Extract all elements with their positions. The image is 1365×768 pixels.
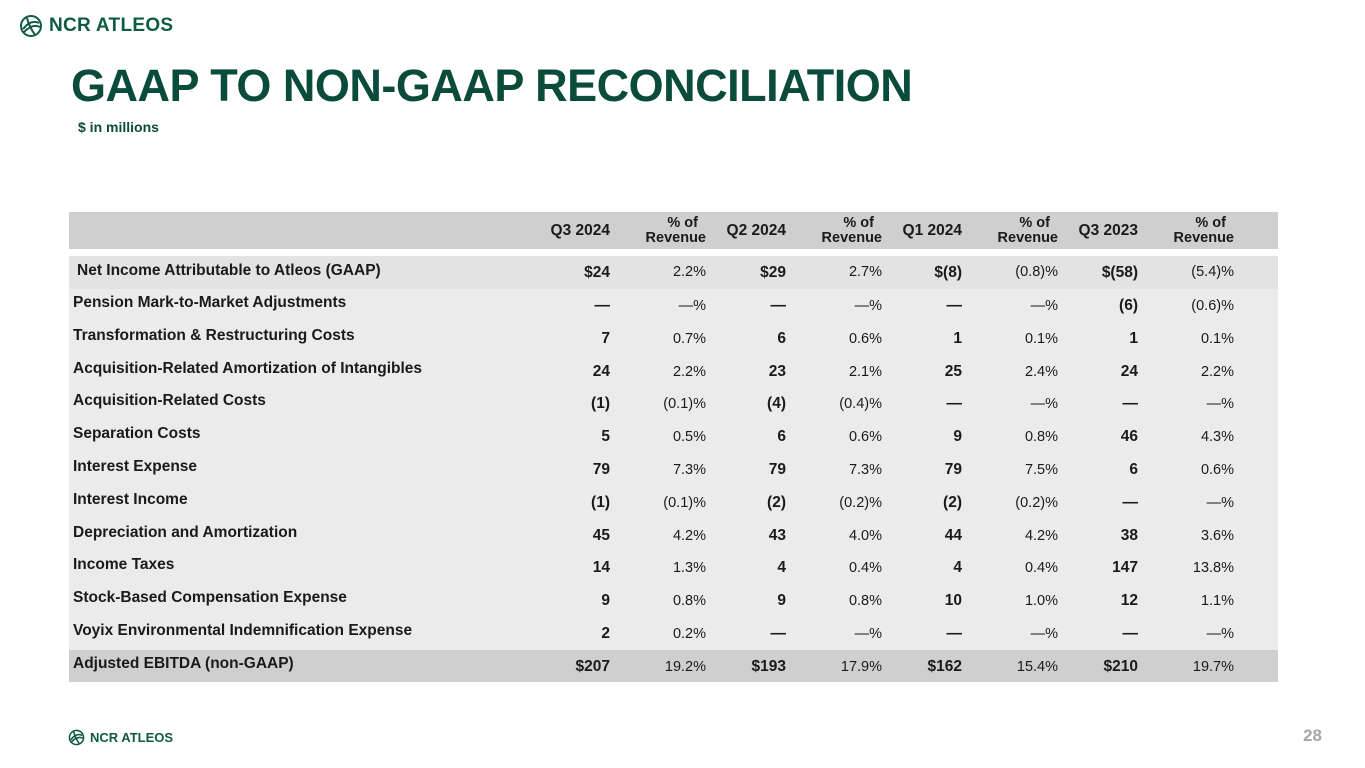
table-row xyxy=(69,486,1278,519)
header-pct-revenue: % of Revenue xyxy=(645,214,706,246)
row-label: Income Taxes xyxy=(73,556,175,574)
value-cell: — xyxy=(1122,395,1138,413)
value-cell: 12 xyxy=(1120,592,1138,610)
value-cell: $193 xyxy=(751,657,786,675)
value-cell: 4 xyxy=(953,559,962,577)
percent-cell: 0.4% xyxy=(848,560,882,577)
percent-cell: 13.8% xyxy=(1192,560,1234,577)
percent-cell: —% xyxy=(854,298,882,314)
table-row xyxy=(69,519,1278,552)
table-body xyxy=(69,256,1278,682)
value-cell: 1 xyxy=(953,329,962,347)
value-cell: (1) xyxy=(591,493,610,511)
value-cell: 9 xyxy=(777,592,786,610)
value-cell: 23 xyxy=(768,362,786,380)
percent-cell: 19.7% xyxy=(1192,658,1234,675)
percent-cell: 0.8% xyxy=(1024,429,1058,446)
row-label: Acquisition-Related Amortization of Intangibles xyxy=(73,359,423,377)
value-cell: 46 xyxy=(1120,428,1138,446)
value-cell: 9 xyxy=(601,592,610,610)
value-cell: $162 xyxy=(927,657,962,675)
percent-cell: —% xyxy=(1030,625,1058,642)
percent-cell: 0.5% xyxy=(672,429,706,446)
percent-cell: —% xyxy=(1030,396,1058,413)
value-cell: 79 xyxy=(592,460,610,478)
value-cell: $24 xyxy=(584,264,610,281)
value-cell: 45 xyxy=(592,526,610,544)
row-label: Transformation & Restructuring Costs xyxy=(73,326,355,344)
value-cell: $210 xyxy=(1103,657,1138,675)
percent-cell: 2.7% xyxy=(848,264,882,280)
page-title: GAAP TO NON-GAAP RECONCILIATION xyxy=(71,60,913,111)
percent-cell: —% xyxy=(1206,396,1234,413)
value-cell: (2) xyxy=(943,493,962,511)
value-cell: 147 xyxy=(1112,559,1138,577)
row-label: Acquisition-Related Costs xyxy=(73,392,266,410)
table-row xyxy=(69,387,1278,420)
value-cell: 7 xyxy=(601,329,610,347)
value-cell: $(58) xyxy=(1101,264,1138,281)
table-row xyxy=(69,322,1278,355)
table-row xyxy=(69,355,1278,388)
percent-cell: (0.1)% xyxy=(663,396,706,413)
table-row xyxy=(69,617,1278,650)
brand-logo xyxy=(19,14,173,38)
percent-cell: 7.3% xyxy=(672,461,706,478)
row-label: Separation Costs xyxy=(73,425,201,443)
header-q3-2023: Q3 2023 xyxy=(1078,221,1138,239)
value-cell: 24 xyxy=(592,362,610,380)
value-cell: 44 xyxy=(944,526,962,544)
header-q2-2024: Q2 2024 xyxy=(726,221,786,239)
header-pct-revenue: % of Revenue xyxy=(821,214,882,246)
percent-cell: 2.2% xyxy=(672,363,706,380)
percent-cell: 1.0% xyxy=(1024,593,1058,610)
percent-cell: —% xyxy=(1206,625,1234,642)
value-cell: 24 xyxy=(1120,362,1138,380)
percent-cell: (0.6)% xyxy=(1191,298,1234,314)
row-label: Pension Mark-to-Market Adjustments xyxy=(73,294,347,311)
percent-cell: 19.2% xyxy=(664,658,706,675)
header-q3-2024: Q3 2024 xyxy=(550,221,610,239)
footer-logo xyxy=(68,729,173,746)
percent-cell: 4.0% xyxy=(848,527,882,544)
percent-cell: 0.8% xyxy=(848,593,882,610)
header-pct-revenue: % of Revenue xyxy=(997,214,1058,246)
percent-cell: 3.6% xyxy=(1200,527,1234,544)
percent-cell: 4.2% xyxy=(672,527,706,544)
value-cell: 2 xyxy=(601,624,610,642)
table-row xyxy=(69,551,1278,584)
row-label: Depreciation and Amortization xyxy=(73,523,298,541)
percent-cell: 2.1% xyxy=(848,363,882,380)
value-cell: $29 xyxy=(760,264,786,281)
percent-cell: 0.1% xyxy=(1200,330,1234,347)
percent-cell: 0.4% xyxy=(1024,560,1058,577)
percent-cell: (5.4)% xyxy=(1191,264,1234,280)
value-cell: 43 xyxy=(768,526,786,544)
value-cell: — xyxy=(946,297,962,314)
percent-cell: 2.2% xyxy=(1200,363,1234,380)
value-cell: 79 xyxy=(768,460,786,478)
percent-cell: (0.8)% xyxy=(1015,264,1058,280)
page-subtitle: $ in millions xyxy=(78,119,159,135)
percent-cell: 4.3% xyxy=(1200,429,1234,446)
value-cell: (1) xyxy=(591,395,610,413)
table-row xyxy=(69,453,1278,486)
row-label: Interest Expense xyxy=(73,457,198,475)
value-cell: 14 xyxy=(592,559,610,577)
value-cell: — xyxy=(594,297,610,314)
percent-cell: (0.2)% xyxy=(1015,494,1058,511)
value-cell: 6 xyxy=(777,428,786,446)
percent-cell: 17.9% xyxy=(840,658,882,675)
percent-cell: (0.4)% xyxy=(839,396,882,413)
globe-icon xyxy=(19,14,43,38)
percent-cell: (0.1)% xyxy=(663,494,706,511)
value-cell: 6 xyxy=(1129,460,1138,478)
percent-cell: 0.7% xyxy=(672,330,706,347)
percent-cell: —% xyxy=(1030,298,1058,314)
percent-cell: 0.1% xyxy=(1024,330,1058,347)
value-cell: — xyxy=(946,624,962,642)
percent-cell: 2.4% xyxy=(1024,363,1058,380)
value-cell: — xyxy=(1122,493,1138,511)
value-cell: 6 xyxy=(777,329,786,347)
value-cell: — xyxy=(770,624,786,642)
footer-brand-name: NCR ATLEOS xyxy=(90,730,174,745)
table-header xyxy=(69,212,1278,249)
value-cell: — xyxy=(1122,624,1138,642)
percent-cell: 7.5% xyxy=(1024,461,1058,478)
value-cell: 1 xyxy=(1129,329,1138,347)
percent-cell: 0.6% xyxy=(1200,461,1234,478)
table-row xyxy=(69,289,1278,322)
percent-cell: —% xyxy=(854,625,882,642)
percent-cell: 4.2% xyxy=(1024,527,1058,544)
row-label: Adjusted EBITDA (non-GAAP) xyxy=(73,654,294,672)
header-pct-revenue: % of Revenue xyxy=(1173,214,1234,246)
value-cell: 38 xyxy=(1120,526,1138,544)
header-q1-2024: Q1 2024 xyxy=(902,221,962,239)
table-row xyxy=(69,420,1278,453)
row-label: Net Income Attributable to Atleos (GAAP) xyxy=(77,262,381,279)
value-cell: $207 xyxy=(575,657,610,675)
value-cell: $(8) xyxy=(934,264,962,281)
row-label: Voyix Environmental Indemnification Expense xyxy=(73,621,413,639)
value-cell: 10 xyxy=(944,592,962,610)
value-cell: 9 xyxy=(953,428,962,446)
percent-cell: —% xyxy=(678,298,706,314)
value-cell: (6) xyxy=(1119,297,1138,314)
percent-cell: 7.3% xyxy=(848,461,882,478)
value-cell: 5 xyxy=(601,428,610,446)
globe-icon xyxy=(68,729,85,746)
percent-cell: 0.6% xyxy=(848,330,882,347)
percent-cell: 0.8% xyxy=(672,593,706,610)
percent-cell: 0.2% xyxy=(672,625,706,642)
value-cell: (4) xyxy=(767,395,786,413)
page-number: 28 xyxy=(1303,726,1322,745)
reconciliation-table xyxy=(69,212,1278,682)
percent-cell: 1.1% xyxy=(1200,593,1234,610)
value-cell: — xyxy=(946,395,962,413)
value-cell: 79 xyxy=(944,460,962,478)
table-row xyxy=(69,650,1278,682)
percent-cell: (0.2)% xyxy=(839,494,882,511)
row-label: Stock-Based Compensation Expense xyxy=(73,589,347,607)
percent-cell: 0.6% xyxy=(848,429,882,446)
row-label: Interest Income xyxy=(73,490,188,508)
percent-cell: 2.2% xyxy=(672,264,706,280)
value-cell: — xyxy=(770,297,786,314)
percent-cell: 15.4% xyxy=(1016,658,1058,675)
brand-name: NCR ATLEOS xyxy=(49,15,174,36)
table-row xyxy=(69,256,1278,289)
percent-cell: —% xyxy=(1206,494,1234,511)
value-cell: (2) xyxy=(767,493,786,511)
table-row xyxy=(69,584,1278,617)
value-cell: 25 xyxy=(944,362,962,380)
percent-cell: 1.3% xyxy=(672,560,706,577)
value-cell: 4 xyxy=(777,559,786,577)
